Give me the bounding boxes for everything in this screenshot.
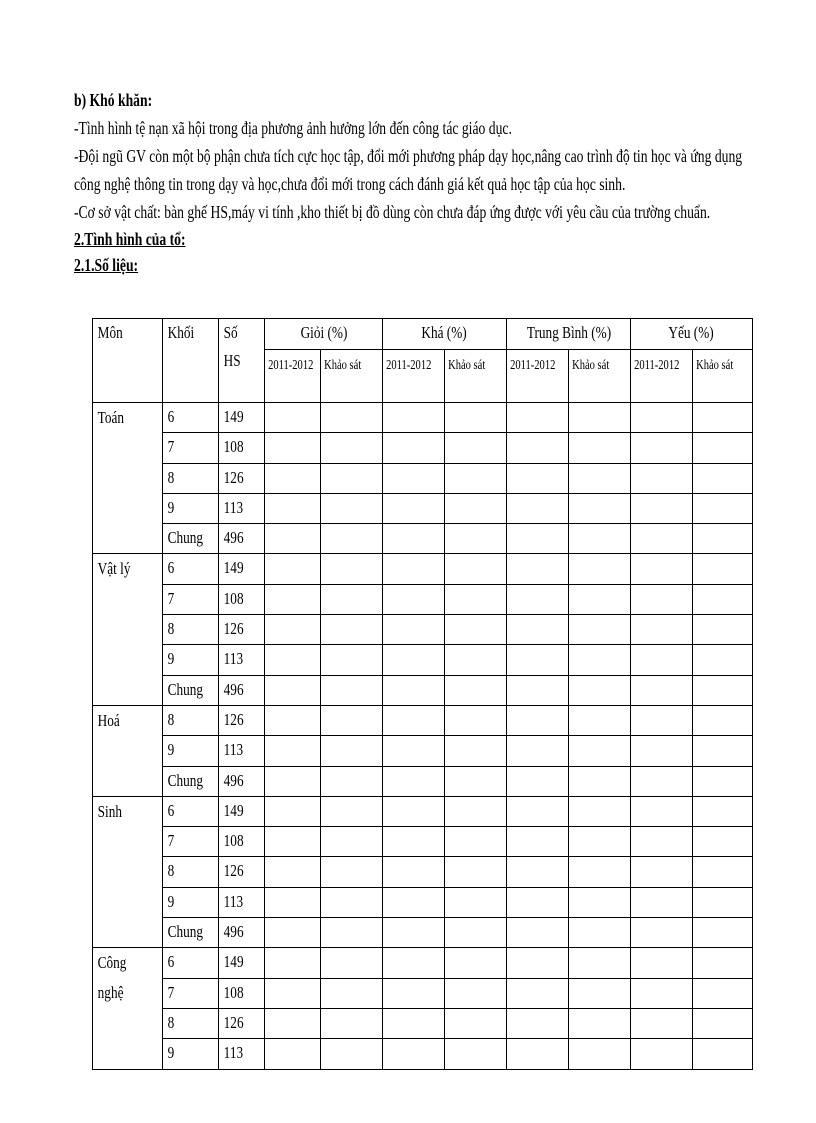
- empty-percent-cell: [507, 887, 569, 917]
- table-row: [93, 887, 753, 917]
- empty-percent-cell: [265, 645, 321, 675]
- empty-percent-cell: [631, 615, 693, 645]
- table-row: [93, 978, 753, 1008]
- empty-percent-cell: [569, 736, 631, 766]
- empty-percent-cell: [569, 887, 631, 917]
- empty-percent-cell: [265, 948, 321, 978]
- empty-percent-cell: [383, 948, 445, 978]
- empty-percent-cell: [265, 766, 321, 796]
- header-survey: Khảo sát: [445, 350, 507, 403]
- section-2-1-title: 2.1.Số liệu:: [74, 255, 139, 275]
- empty-percent-cell: [383, 736, 445, 766]
- empty-percent-cell: [383, 978, 445, 1008]
- grade-cell: 8: [163, 705, 219, 735]
- empty-percent-cell: [507, 463, 569, 493]
- empty-percent-cell: [507, 675, 569, 705]
- empty-percent-cell: [321, 584, 383, 614]
- header-so-hs: Số HS: [219, 319, 265, 403]
- empty-percent-cell: [445, 645, 507, 675]
- grade-cell: 9: [163, 493, 219, 523]
- empty-percent-cell: [445, 403, 507, 433]
- table-row: [93, 736, 753, 766]
- grade-cell: 9: [163, 887, 219, 917]
- empty-percent-cell: [693, 493, 753, 523]
- empty-percent-cell: [569, 645, 631, 675]
- table-row: [93, 493, 753, 523]
- empty-percent-cell: [569, 857, 631, 887]
- empty-percent-cell: [693, 675, 753, 705]
- empty-percent-cell: [445, 675, 507, 705]
- empty-percent-cell: [569, 554, 631, 584]
- empty-percent-cell: [383, 796, 445, 826]
- table-row: [93, 796, 753, 826]
- student-count-cell: 126: [219, 705, 265, 735]
- empty-percent-cell: [693, 1039, 753, 1069]
- empty-percent-cell: [507, 554, 569, 584]
- student-count-cell: 108: [219, 584, 265, 614]
- empty-percent-cell: [265, 463, 321, 493]
- empty-percent-cell: [693, 918, 753, 948]
- empty-percent-cell: [569, 1039, 631, 1069]
- empty-percent-cell: [383, 857, 445, 887]
- grade-cell: 6: [163, 403, 219, 433]
- empty-percent-cell: [631, 1008, 693, 1038]
- student-count-cell: 113: [219, 645, 265, 675]
- table-row: [93, 857, 753, 887]
- header-survey: Khảo sát: [569, 350, 631, 403]
- empty-percent-cell: [265, 675, 321, 705]
- empty-percent-cell: [383, 584, 445, 614]
- empty-percent-cell: [321, 705, 383, 735]
- empty-percent-cell: [321, 493, 383, 523]
- empty-percent-cell: [445, 1039, 507, 1069]
- empty-percent-cell: [507, 584, 569, 614]
- empty-percent-cell: [693, 948, 753, 978]
- student-count-cell: 108: [219, 827, 265, 857]
- empty-percent-cell: [445, 766, 507, 796]
- subject-cell: Toán: [93, 403, 163, 554]
- empty-percent-cell: [631, 433, 693, 463]
- student-count-cell: 496: [219, 524, 265, 554]
- subject-cell: Vật lý: [93, 554, 163, 705]
- grade-cell: 9: [163, 645, 219, 675]
- empty-percent-cell: [321, 827, 383, 857]
- empty-percent-cell: [693, 766, 753, 796]
- empty-percent-cell: [445, 948, 507, 978]
- table-row: [93, 403, 753, 433]
- empty-percent-cell: [445, 463, 507, 493]
- empty-percent-cell: [693, 524, 753, 554]
- empty-percent-cell: [693, 796, 753, 826]
- empty-percent-cell: [507, 857, 569, 887]
- grade-cell: Chung: [163, 675, 219, 705]
- empty-percent-cell: [631, 1039, 693, 1069]
- document-page: [74, 86, 754, 278]
- section-b-title: b) Khó khăn:: [74, 90, 153, 110]
- empty-percent-cell: [569, 948, 631, 978]
- header-trung-binh: Trung Bình (%): [507, 319, 631, 350]
- grade-cell: 6: [163, 796, 219, 826]
- header-khoi: Khối: [163, 319, 219, 403]
- header-year: 2011-2012: [507, 350, 569, 403]
- header-year: 2011-2012: [383, 350, 445, 403]
- header-survey: Khảo sát: [321, 350, 383, 403]
- student-count-cell: 149: [219, 403, 265, 433]
- empty-percent-cell: [693, 827, 753, 857]
- student-count-cell: 149: [219, 796, 265, 826]
- empty-percent-cell: [693, 433, 753, 463]
- empty-percent-cell: [265, 736, 321, 766]
- empty-percent-cell: [383, 463, 445, 493]
- empty-percent-cell: [265, 705, 321, 735]
- grade-cell: 8: [163, 615, 219, 645]
- student-count-cell: 149: [219, 948, 265, 978]
- empty-percent-cell: [445, 524, 507, 554]
- header-gioi: Giỏi (%): [265, 319, 383, 350]
- empty-percent-cell: [445, 857, 507, 887]
- empty-percent-cell: [321, 645, 383, 675]
- empty-percent-cell: [321, 524, 383, 554]
- empty-percent-cell: [631, 766, 693, 796]
- empty-percent-cell: [569, 615, 631, 645]
- empty-percent-cell: [693, 736, 753, 766]
- empty-percent-cell: [383, 827, 445, 857]
- table-row: [93, 948, 753, 978]
- empty-percent-cell: [693, 978, 753, 1008]
- empty-percent-cell: [383, 766, 445, 796]
- table-row: [93, 463, 753, 493]
- empty-percent-cell: [321, 857, 383, 887]
- empty-percent-cell: [383, 615, 445, 645]
- student-count-cell: 126: [219, 857, 265, 887]
- table-row: [93, 584, 753, 614]
- student-count-cell: 126: [219, 615, 265, 645]
- grade-cell: 9: [163, 736, 219, 766]
- student-count-cell: 113: [219, 736, 265, 766]
- section-b: [74, 86, 754, 226]
- empty-percent-cell: [383, 887, 445, 917]
- table-row: [93, 615, 753, 645]
- empty-percent-cell: [631, 493, 693, 523]
- empty-percent-cell: [693, 645, 753, 675]
- empty-percent-cell: [569, 918, 631, 948]
- empty-percent-cell: [507, 796, 569, 826]
- empty-percent-cell: [693, 463, 753, 493]
- empty-percent-cell: [445, 827, 507, 857]
- empty-percent-cell: [265, 918, 321, 948]
- empty-percent-cell: [383, 403, 445, 433]
- empty-percent-cell: [631, 463, 693, 493]
- student-count-cell: 126: [219, 463, 265, 493]
- table-row: [93, 827, 753, 857]
- table-row: [93, 433, 753, 463]
- empty-percent-cell: [265, 433, 321, 463]
- student-count-cell: 108: [219, 978, 265, 1008]
- empty-percent-cell: [507, 705, 569, 735]
- empty-percent-cell: [321, 948, 383, 978]
- empty-percent-cell: [631, 584, 693, 614]
- empty-percent-cell: [507, 645, 569, 675]
- empty-percent-cell: [507, 766, 569, 796]
- empty-percent-cell: [693, 705, 753, 735]
- empty-percent-cell: [265, 584, 321, 614]
- empty-percent-cell: [693, 584, 753, 614]
- empty-percent-cell: [631, 887, 693, 917]
- table-row: [93, 1039, 753, 1069]
- table-row: [93, 766, 753, 796]
- grade-cell: Chung: [163, 524, 219, 554]
- empty-percent-cell: [507, 1008, 569, 1038]
- empty-percent-cell: [569, 705, 631, 735]
- empty-percent-cell: [321, 918, 383, 948]
- table-row: [93, 675, 753, 705]
- empty-percent-cell: [445, 918, 507, 948]
- empty-percent-cell: [507, 827, 569, 857]
- empty-percent-cell: [631, 918, 693, 948]
- empty-percent-cell: [507, 493, 569, 523]
- grade-cell: 7: [163, 584, 219, 614]
- empty-percent-cell: [445, 493, 507, 523]
- empty-percent-cell: [321, 736, 383, 766]
- grade-cell: Chung: [163, 766, 219, 796]
- grade-cell: 8: [163, 1008, 219, 1038]
- empty-percent-cell: [569, 1008, 631, 1038]
- header-year: 2011-2012: [265, 350, 321, 403]
- empty-percent-cell: [321, 766, 383, 796]
- empty-percent-cell: [383, 1008, 445, 1038]
- empty-percent-cell: [321, 554, 383, 584]
- empty-percent-cell: [321, 433, 383, 463]
- empty-percent-cell: [321, 887, 383, 917]
- empty-percent-cell: [265, 524, 321, 554]
- section-2-title: 2.Tình hình của tổ:: [74, 229, 186, 249]
- header-yeu: Yếu (%): [631, 319, 753, 350]
- table-row: [93, 705, 753, 735]
- empty-percent-cell: [265, 403, 321, 433]
- table-row: [93, 1008, 753, 1038]
- grade-cell: 8: [163, 463, 219, 493]
- empty-percent-cell: [445, 433, 507, 463]
- grade-cell: 6: [163, 948, 219, 978]
- paragraph-line: -Cơ sở vật chất: bàn ghế HS,máy vi tính ,kho thiết bị đồ dùng còn chưa đáp ứng được với yêu cầu của trường chuẩn.: [74, 202, 711, 222]
- empty-percent-cell: [569, 493, 631, 523]
- grade-cell: 6: [163, 554, 219, 584]
- empty-percent-cell: [507, 433, 569, 463]
- paragraph-line: -Đội ngũ GV còn một bộ phận chưa tích cực học tập, đổi mới phương pháp dạy học,nâng cao trình độ tin học và ứng dụng công nghệ thông tin trong dạy và học,chưa đổi mới trong cách đánh giá kết quả học tập của học sinh.: [74, 146, 743, 194]
- empty-percent-cell: [265, 827, 321, 857]
- empty-percent-cell: [693, 887, 753, 917]
- student-count-cell: 496: [219, 918, 265, 948]
- student-count-cell: 113: [219, 887, 265, 917]
- empty-percent-cell: [383, 675, 445, 705]
- empty-percent-cell: [631, 948, 693, 978]
- empty-percent-cell: [693, 1008, 753, 1038]
- grade-cell: 8: [163, 857, 219, 887]
- empty-percent-cell: [265, 554, 321, 584]
- empty-percent-cell: [321, 1008, 383, 1038]
- empty-percent-cell: [569, 978, 631, 1008]
- empty-percent-cell: [569, 403, 631, 433]
- empty-percent-cell: [445, 554, 507, 584]
- empty-percent-cell: [631, 796, 693, 826]
- empty-percent-cell: [569, 827, 631, 857]
- subject-cell: Hoá: [93, 705, 163, 796]
- empty-percent-cell: [507, 1039, 569, 1069]
- empty-percent-cell: [631, 978, 693, 1008]
- grade-cell: 7: [163, 827, 219, 857]
- table-row: [93, 524, 753, 554]
- empty-percent-cell: [321, 463, 383, 493]
- student-count-cell: 126: [219, 1008, 265, 1038]
- empty-percent-cell: [321, 796, 383, 826]
- empty-percent-cell: [383, 524, 445, 554]
- empty-percent-cell: [265, 857, 321, 887]
- empty-percent-cell: [569, 675, 631, 705]
- empty-percent-cell: [507, 403, 569, 433]
- empty-percent-cell: [383, 1039, 445, 1069]
- empty-percent-cell: [569, 433, 631, 463]
- empty-percent-cell: [693, 554, 753, 584]
- header-kha: Khá (%): [383, 319, 507, 350]
- student-count-cell: 496: [219, 766, 265, 796]
- empty-percent-cell: [383, 433, 445, 463]
- empty-percent-cell: [693, 857, 753, 887]
- empty-percent-cell: [445, 796, 507, 826]
- paragraph-line: -Tình hình tệ nạn xã hội trong địa phương ảnh hưởng lớn đến công tác giáo dục.: [74, 118, 512, 138]
- subject-cell: Công nghệ: [93, 948, 163, 1069]
- empty-percent-cell: [445, 887, 507, 917]
- empty-percent-cell: [507, 736, 569, 766]
- empty-percent-cell: [631, 403, 693, 433]
- empty-percent-cell: [321, 403, 383, 433]
- empty-percent-cell: [631, 645, 693, 675]
- empty-percent-cell: [631, 675, 693, 705]
- empty-percent-cell: [383, 918, 445, 948]
- student-count-cell: 113: [219, 1039, 265, 1069]
- subject-cell: Sinh: [93, 796, 163, 947]
- empty-percent-cell: [507, 948, 569, 978]
- header-survey: Khảo sát: [693, 350, 753, 403]
- empty-percent-cell: [265, 615, 321, 645]
- empty-percent-cell: [321, 675, 383, 705]
- empty-percent-cell: [569, 463, 631, 493]
- header-mon: Môn: [93, 319, 163, 403]
- empty-percent-cell: [383, 705, 445, 735]
- empty-percent-cell: [569, 524, 631, 554]
- grade-cell: 7: [163, 433, 219, 463]
- empty-percent-cell: [383, 645, 445, 675]
- empty-percent-cell: [445, 978, 507, 1008]
- empty-percent-cell: [507, 524, 569, 554]
- student-count-cell: 113: [219, 493, 265, 523]
- empty-percent-cell: [693, 615, 753, 645]
- student-count-cell: 149: [219, 554, 265, 584]
- empty-percent-cell: [569, 766, 631, 796]
- empty-percent-cell: [265, 1039, 321, 1069]
- empty-percent-cell: [507, 615, 569, 645]
- empty-percent-cell: [445, 1008, 507, 1038]
- empty-percent-cell: [445, 736, 507, 766]
- empty-percent-cell: [265, 887, 321, 917]
- empty-percent-cell: [631, 554, 693, 584]
- empty-percent-cell: [569, 584, 631, 614]
- statistics-table: [92, 318, 753, 1070]
- empty-percent-cell: [445, 584, 507, 614]
- empty-percent-cell: [383, 554, 445, 584]
- empty-percent-cell: [321, 1039, 383, 1069]
- empty-percent-cell: [265, 1008, 321, 1038]
- empty-percent-cell: [383, 493, 445, 523]
- grade-cell: Chung: [163, 918, 219, 948]
- student-count-cell: 496: [219, 675, 265, 705]
- grade-cell: 7: [163, 978, 219, 1008]
- student-count-cell: 108: [219, 433, 265, 463]
- empty-percent-cell: [569, 796, 631, 826]
- empty-percent-cell: [321, 978, 383, 1008]
- header-year: 2011-2012: [631, 350, 693, 403]
- empty-percent-cell: [693, 403, 753, 433]
- empty-percent-cell: [445, 615, 507, 645]
- empty-percent-cell: [265, 796, 321, 826]
- empty-percent-cell: [265, 493, 321, 523]
- table-row: [93, 554, 753, 584]
- empty-percent-cell: [631, 827, 693, 857]
- table-row: [93, 645, 753, 675]
- empty-percent-cell: [631, 736, 693, 766]
- empty-percent-cell: [631, 524, 693, 554]
- empty-percent-cell: [265, 978, 321, 1008]
- empty-percent-cell: [631, 857, 693, 887]
- empty-percent-cell: [507, 978, 569, 1008]
- empty-percent-cell: [445, 705, 507, 735]
- grade-cell: 9: [163, 1039, 219, 1069]
- empty-percent-cell: [321, 615, 383, 645]
- empty-percent-cell: [507, 918, 569, 948]
- table-row: [93, 918, 753, 948]
- empty-percent-cell: [631, 705, 693, 735]
